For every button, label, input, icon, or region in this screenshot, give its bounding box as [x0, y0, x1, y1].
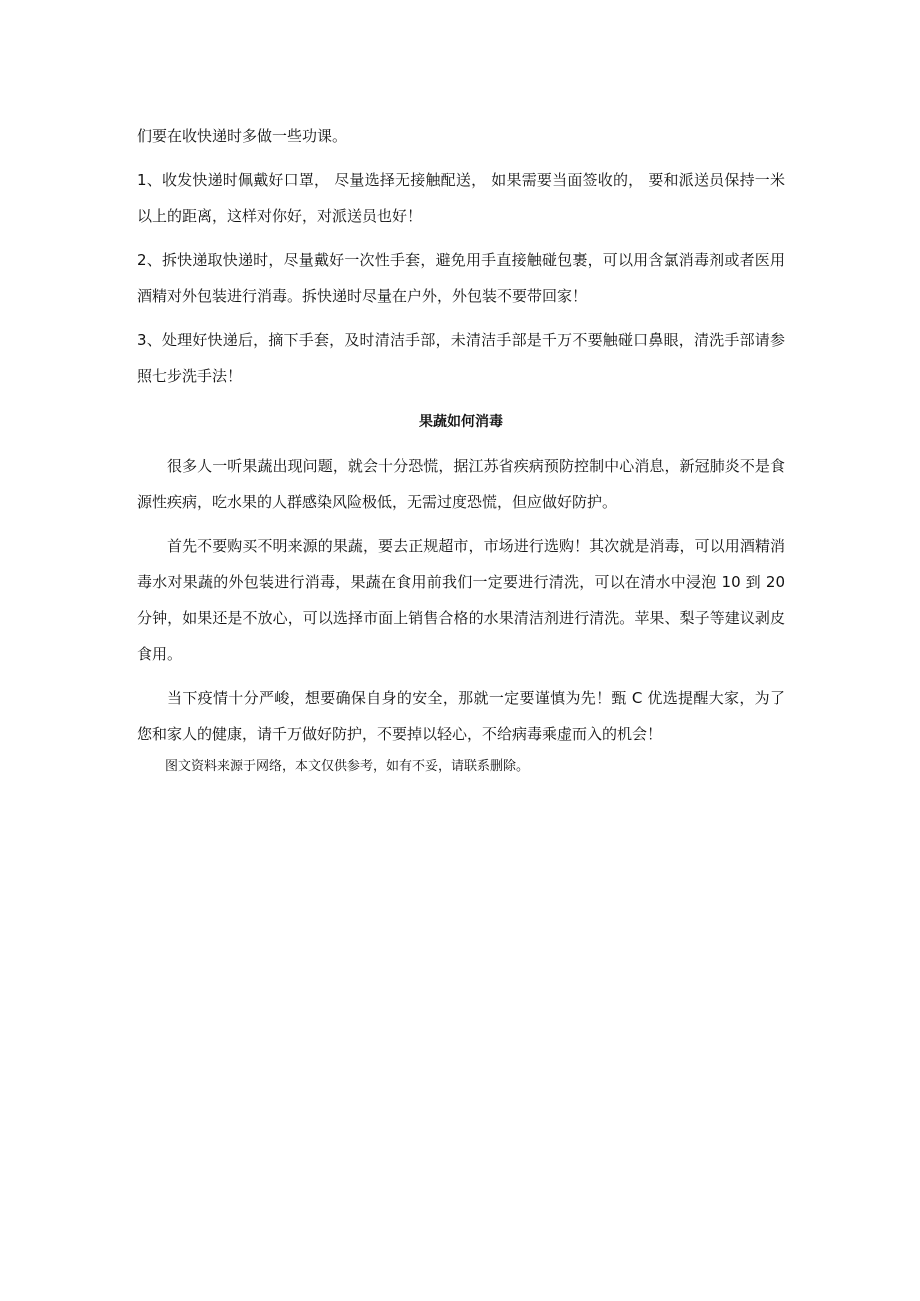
paragraph-2: 首先不要购买不明来源的果蔬，要去正规超市，市场进行选购！其次就是消毒，可以用酒精消毒水对果蔬的外包装进行消毒，果蔬在食用前我们一定要进行清洗，可以在清水中浸泡 10 到 20 分钟，如果还是不放心，可以选择市面上销售合格的水果清洁剂进行清洗。苹果、梨子等建议剥皮食用。: [137, 537, 785, 663]
tip-1: 1、收发快递时佩戴好口罩， 尽量选择无接触配送， 如果需要当面签收的， 要和派送员保持一米以上的距离，这样对你好，对派送员也好！: [137, 171, 785, 225]
document-body: [137, 118, 785, 780]
paragraph-3: 当下疫情十分严峻，想要确保自身的安全，那就一定要谨慎为先！甄 C 优选提醒大家，为了您和家人的健康，请千万做好防护，不要掉以轻心，不给病毒乘虚而入的机会！: [137, 689, 785, 743]
source-note: 图文资料来源于网络，本文仅供参考，如有不妥，请联系删除。: [165, 759, 530, 774]
paragraph-1: 很多人一听果蔬出现问题，就会十分恐慌，据江苏省疾病预防控制中心消息，新冠肺炎不是食源性疾病，吃水果的人群感染风险极低，无需过度恐慌，但应做好防护。: [137, 457, 785, 511]
intro-line: 们要在收快递时多做一些功课。: [137, 127, 348, 145]
section-title: 果蔬如何消毒: [419, 414, 503, 430]
tip-2: 2、拆快递取快递时，尽量戴好一次性手套，避免用手直接触碰包裹，可以用含氯消毒剂或者医用酒精对外包装进行消毒。拆快递时尽量在户外，外包装不要带回家！: [137, 251, 785, 305]
tip-3: 3、处理好快递后，摘下手套，及时清洁手部，未清洁手部是千万不要触碰口鼻眼，清洗手部请参照七步洗手法！: [137, 331, 785, 385]
